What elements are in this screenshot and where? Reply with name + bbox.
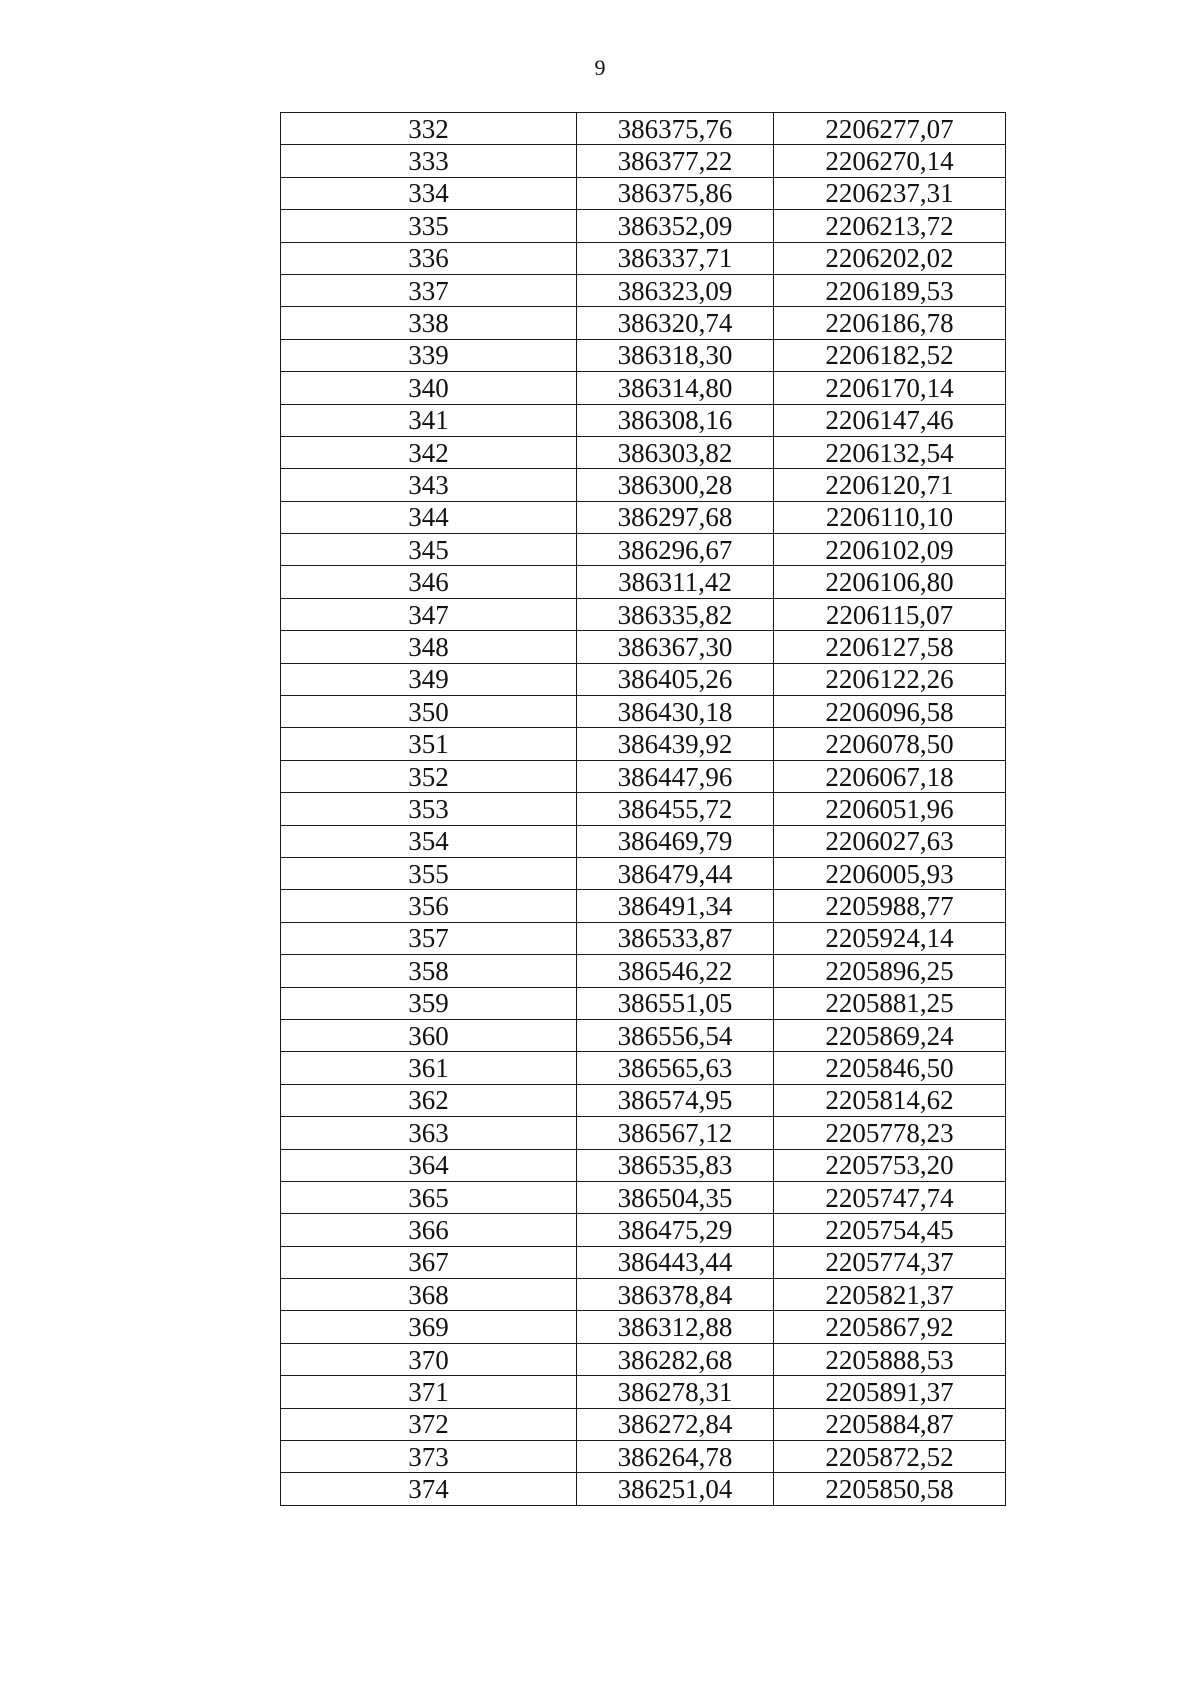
x-coordinate-cell: 386546,22 <box>577 955 774 987</box>
y-coordinate-cell: 2206189,53 <box>774 274 1006 306</box>
y-coordinate-cell: 2205867,92 <box>774 1311 1006 1343</box>
y-coordinate-cell: 2205753,20 <box>774 1149 1006 1181</box>
x-coordinate-cell: 386320,74 <box>577 307 774 339</box>
x-coordinate-cell: 386375,76 <box>577 113 774 145</box>
y-coordinate-cell: 2205872,52 <box>774 1441 1006 1473</box>
point-number-cell: 372 <box>281 1408 577 1440</box>
y-coordinate-cell: 2205881,25 <box>774 987 1006 1019</box>
x-coordinate-cell: 386251,04 <box>577 1473 774 1505</box>
point-number-cell: 371 <box>281 1376 577 1408</box>
point-number-cell: 365 <box>281 1181 577 1213</box>
y-coordinate-cell: 2205896,25 <box>774 955 1006 987</box>
table-row <box>281 242 1006 274</box>
table-row <box>281 210 1006 242</box>
point-number-cell: 355 <box>281 857 577 889</box>
x-coordinate-cell: 386352,09 <box>577 210 774 242</box>
x-coordinate-cell: 386439,92 <box>577 728 774 760</box>
x-coordinate-cell: 386311,42 <box>577 566 774 598</box>
table-row <box>281 274 1006 306</box>
point-number-cell: 343 <box>281 469 577 501</box>
table-row <box>281 1214 1006 1246</box>
y-coordinate-cell: 2206237,31 <box>774 177 1006 209</box>
table-row <box>281 534 1006 566</box>
table-row <box>281 825 1006 857</box>
x-coordinate-cell: 386469,79 <box>577 825 774 857</box>
x-coordinate-cell: 386323,09 <box>577 274 774 306</box>
y-coordinate-cell: 2206270,14 <box>774 145 1006 177</box>
table-row <box>281 1343 1006 1375</box>
point-number-cell: 369 <box>281 1311 577 1343</box>
y-coordinate-cell: 2205846,50 <box>774 1052 1006 1084</box>
point-number-cell: 334 <box>281 177 577 209</box>
table-row <box>281 890 1006 922</box>
y-coordinate-cell: 2206067,18 <box>774 760 1006 792</box>
y-coordinate-cell: 2205754,45 <box>774 1214 1006 1246</box>
table-row <box>281 307 1006 339</box>
point-number-cell: 357 <box>281 922 577 954</box>
table-row <box>281 1019 1006 1051</box>
x-coordinate-cell: 386318,30 <box>577 339 774 371</box>
x-coordinate-cell: 386565,63 <box>577 1052 774 1084</box>
y-coordinate-cell: 2206096,58 <box>774 696 1006 728</box>
point-number-cell: 346 <box>281 566 577 598</box>
y-coordinate-cell: 2206127,58 <box>774 631 1006 663</box>
y-coordinate-cell: 2206115,07 <box>774 598 1006 630</box>
x-coordinate-cell: 386551,05 <box>577 987 774 1019</box>
table-row <box>281 663 1006 695</box>
point-number-cell: 370 <box>281 1343 577 1375</box>
x-coordinate-cell: 386455,72 <box>577 793 774 825</box>
point-number-cell: 374 <box>281 1473 577 1505</box>
point-number-cell: 340 <box>281 372 577 404</box>
point-number-cell: 364 <box>281 1149 577 1181</box>
x-coordinate-cell: 386278,31 <box>577 1376 774 1408</box>
x-coordinate-cell: 386443,44 <box>577 1246 774 1278</box>
table-row <box>281 955 1006 987</box>
x-coordinate-cell: 386314,80 <box>577 372 774 404</box>
point-number-cell: 360 <box>281 1019 577 1051</box>
point-number-cell: 335 <box>281 210 577 242</box>
point-number-cell: 339 <box>281 339 577 371</box>
x-coordinate-cell: 386296,67 <box>577 534 774 566</box>
y-coordinate-cell: 2206170,14 <box>774 372 1006 404</box>
y-coordinate-cell: 2206078,50 <box>774 728 1006 760</box>
table-row <box>281 1181 1006 1213</box>
table-row <box>281 1084 1006 1116</box>
point-number-cell: 368 <box>281 1279 577 1311</box>
table-row <box>281 1246 1006 1278</box>
y-coordinate-cell: 2206202,02 <box>774 242 1006 274</box>
y-coordinate-cell: 2205884,87 <box>774 1408 1006 1440</box>
table-row <box>281 857 1006 889</box>
x-coordinate-cell: 386335,82 <box>577 598 774 630</box>
point-number-cell: 337 <box>281 274 577 306</box>
x-coordinate-cell: 386491,34 <box>577 890 774 922</box>
point-number-cell: 363 <box>281 1117 577 1149</box>
table-row <box>281 598 1006 630</box>
point-number-cell: 347 <box>281 598 577 630</box>
table-row <box>281 793 1006 825</box>
y-coordinate-cell: 2206132,54 <box>774 436 1006 468</box>
x-coordinate-cell: 386303,82 <box>577 436 774 468</box>
point-number-cell: 359 <box>281 987 577 1019</box>
point-number-cell: 332 <box>281 113 577 145</box>
table-row <box>281 1149 1006 1181</box>
point-number-cell: 342 <box>281 436 577 468</box>
x-coordinate-cell: 386264,78 <box>577 1441 774 1473</box>
table-row <box>281 372 1006 404</box>
y-coordinate-cell: 2206122,26 <box>774 663 1006 695</box>
y-coordinate-cell: 2206106,80 <box>774 566 1006 598</box>
x-coordinate-cell: 386430,18 <box>577 696 774 728</box>
y-coordinate-cell: 2205778,23 <box>774 1117 1006 1149</box>
table-row <box>281 728 1006 760</box>
point-number-cell: 362 <box>281 1084 577 1116</box>
x-coordinate-cell: 386574,95 <box>577 1084 774 1116</box>
x-coordinate-cell: 386312,88 <box>577 1311 774 1343</box>
table-row <box>281 922 1006 954</box>
y-coordinate-cell: 2205891,37 <box>774 1376 1006 1408</box>
table-row <box>281 469 1006 501</box>
point-number-cell: 350 <box>281 696 577 728</box>
point-number-cell: 345 <box>281 534 577 566</box>
point-number-cell: 353 <box>281 793 577 825</box>
x-coordinate-cell: 386535,83 <box>577 1149 774 1181</box>
x-coordinate-cell: 386378,84 <box>577 1279 774 1311</box>
x-coordinate-cell: 386447,96 <box>577 760 774 792</box>
table-row <box>281 145 1006 177</box>
y-coordinate-cell: 2206277,07 <box>774 113 1006 145</box>
y-coordinate-cell: 2206213,72 <box>774 210 1006 242</box>
y-coordinate-cell: 2206005,93 <box>774 857 1006 889</box>
table-row <box>281 566 1006 598</box>
x-coordinate-cell: 386282,68 <box>577 1343 774 1375</box>
table-row <box>281 987 1006 1019</box>
table-row <box>281 113 1006 145</box>
table-row <box>281 339 1006 371</box>
table-row <box>281 177 1006 209</box>
point-number-cell: 373 <box>281 1441 577 1473</box>
y-coordinate-cell: 2205988,77 <box>774 890 1006 922</box>
y-coordinate-cell: 2206027,63 <box>774 825 1006 857</box>
point-number-cell: 367 <box>281 1246 577 1278</box>
x-coordinate-cell: 386308,16 <box>577 404 774 436</box>
table-row <box>281 1052 1006 1084</box>
point-number-cell: 354 <box>281 825 577 857</box>
y-coordinate-cell: 2206120,71 <box>774 469 1006 501</box>
point-number-cell: 361 <box>281 1052 577 1084</box>
x-coordinate-cell: 386297,68 <box>577 501 774 533</box>
x-coordinate-cell: 386300,28 <box>577 469 774 501</box>
y-coordinate-cell: 2205774,37 <box>774 1246 1006 1278</box>
table-row <box>281 696 1006 728</box>
x-coordinate-cell: 386567,12 <box>577 1117 774 1149</box>
y-coordinate-cell: 2206051,96 <box>774 793 1006 825</box>
x-coordinate-cell: 386405,26 <box>577 663 774 695</box>
point-number-cell: 356 <box>281 890 577 922</box>
x-coordinate-cell: 386377,22 <box>577 145 774 177</box>
table-row <box>281 436 1006 468</box>
point-number-cell: 341 <box>281 404 577 436</box>
table-row <box>281 1117 1006 1149</box>
x-coordinate-cell: 386479,44 <box>577 857 774 889</box>
point-number-cell: 336 <box>281 242 577 274</box>
x-coordinate-cell: 386272,84 <box>577 1408 774 1440</box>
point-number-cell: 338 <box>281 307 577 339</box>
x-coordinate-cell: 386375,86 <box>577 177 774 209</box>
y-coordinate-cell: 2205924,14 <box>774 922 1006 954</box>
point-number-cell: 349 <box>281 663 577 695</box>
y-coordinate-cell: 2206102,09 <box>774 534 1006 566</box>
coordinates-table <box>280 112 1006 1506</box>
x-coordinate-cell: 386475,29 <box>577 1214 774 1246</box>
table-row <box>281 760 1006 792</box>
y-coordinate-cell: 2205850,58 <box>774 1473 1006 1505</box>
x-coordinate-cell: 386504,35 <box>577 1181 774 1213</box>
y-coordinate-cell: 2205747,74 <box>774 1181 1006 1213</box>
y-coordinate-cell: 2205888,53 <box>774 1343 1006 1375</box>
table-row <box>281 1311 1006 1343</box>
table-row <box>281 1279 1006 1311</box>
table-row <box>281 631 1006 663</box>
y-coordinate-cell: 2206110,10 <box>774 501 1006 533</box>
point-number-cell: 351 <box>281 728 577 760</box>
point-number-cell: 333 <box>281 145 577 177</box>
x-coordinate-cell: 386367,30 <box>577 631 774 663</box>
table-row <box>281 1408 1006 1440</box>
y-coordinate-cell: 2205814,62 <box>774 1084 1006 1116</box>
y-coordinate-cell: 2205821,37 <box>774 1279 1006 1311</box>
point-number-cell: 358 <box>281 955 577 987</box>
y-coordinate-cell: 2206147,46 <box>774 404 1006 436</box>
x-coordinate-cell: 386337,71 <box>577 242 774 274</box>
point-number-cell: 344 <box>281 501 577 533</box>
x-coordinate-cell: 386556,54 <box>577 1019 774 1051</box>
point-number-cell: 348 <box>281 631 577 663</box>
table-row <box>281 1441 1006 1473</box>
table-row <box>281 404 1006 436</box>
page-number: 9 <box>594 55 606 80</box>
y-coordinate-cell: 2205869,24 <box>774 1019 1006 1051</box>
point-number-cell: 366 <box>281 1214 577 1246</box>
y-coordinate-cell: 2206186,78 <box>774 307 1006 339</box>
y-coordinate-cell: 2206182,52 <box>774 339 1006 371</box>
point-number-cell: 352 <box>281 760 577 792</box>
coordinates-table-body <box>281 113 1006 1506</box>
table-row <box>281 1376 1006 1408</box>
table-row <box>281 501 1006 533</box>
table-row <box>281 1473 1006 1505</box>
x-coordinate-cell: 386533,87 <box>577 922 774 954</box>
